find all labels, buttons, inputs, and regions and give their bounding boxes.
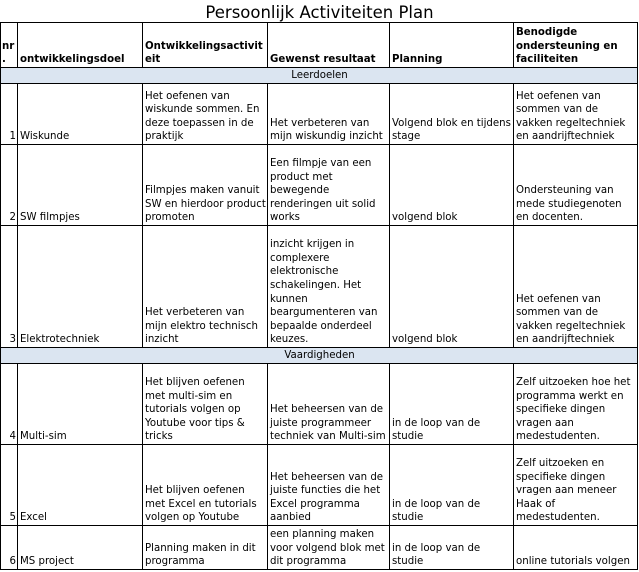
cell-ontwikkelingsdoel[interactable]: Multi-sim (18, 364, 143, 445)
table-row (1, 445, 638, 526)
cell-ondersteuning[interactable]: Zelf uitzoeken en specifieke dingen vragen aan meneer Haak of medestudenten. (514, 445, 638, 526)
section-row-leerdoelen (1, 68, 638, 84)
section-label-vaardigheden[interactable]: Vaardigheden (1, 348, 638, 364)
table-row (1, 84, 638, 145)
table-header-row (1, 23, 638, 68)
cell-ontwikkelingsdoel[interactable]: MS project (18, 526, 143, 570)
header-ontwikkelingsactiviteit[interactable]: Ontwikkelingsactiviteit (143, 23, 268, 68)
header-nr[interactable]: nr. (1, 23, 18, 68)
cell-ontwikkelingsdoel[interactable]: Elektrotechniek (18, 226, 143, 348)
cell-ontwikkelingsactiviteit[interactable]: Het blijven oefenen met Excel en tutorials volgen op Youtube (143, 445, 268, 526)
cell-ontwikkelingsactiviteit[interactable]: Planning maken in dit programma (143, 526, 268, 570)
cell-planning[interactable]: in de loop van de studie (390, 364, 514, 445)
cell-nr[interactable]: 6 (1, 526, 18, 570)
cell-planning[interactable]: Volgend blok en tijdens stage (390, 84, 514, 145)
cell-gewenst-resultaat[interactable]: Het beheersen van de juiste functies die het Excel programma aanbied (268, 445, 390, 526)
cell-ondersteuning[interactable]: Het oefenen van sommen van de vakken regeltechniek en aandrijftechniek (514, 84, 638, 145)
section-row-vaardigheden (1, 348, 638, 364)
cell-gewenst-resultaat[interactable]: Het beheersen van de juiste programmeer techniek van Multi-sim (268, 364, 390, 445)
cell-ontwikkelingsdoel[interactable]: Wiskunde (18, 84, 143, 145)
cell-ondersteuning[interactable]: Ondersteuning van mede studiegenoten en docenten. (514, 145, 638, 226)
header-ontwikkelingsdoel[interactable]: ontwikkelingsdoel (18, 23, 143, 68)
cell-gewenst-resultaat[interactable]: Het verbeteren van mijn wiskundig inzicht (268, 84, 390, 145)
cell-ontwikkelingsdoel[interactable]: Excel (18, 445, 143, 526)
cell-ontwikkelingsactiviteit[interactable]: Het oefenen van wiskunde sommen. En deze toepassen in de praktijk (143, 84, 268, 145)
cell-gewenst-resultaat[interactable]: een planning maken voor volgend blok met dit programma (268, 526, 390, 570)
cell-gewenst-resultaat[interactable]: inzicht krijgen in complexere elektronische schakelingen. Het kunnen beargumenteren van bepaalde onderdeel keuzes. (268, 226, 390, 348)
cell-planning[interactable]: in de loop van de studie (390, 526, 514, 570)
section-label-leerdoelen[interactable]: Leerdoelen (1, 68, 638, 84)
cell-nr[interactable]: 4 (1, 364, 18, 445)
cell-ondersteuning[interactable]: Het oefenen van sommen van de vakken regeltechniek en aandrijftechniek (514, 226, 638, 348)
page-title: Persoonlijk Activiteiten Plan (205, 3, 434, 22)
header-gewenst-resultaat[interactable]: Gewenst resultaat (268, 23, 390, 68)
cell-ontwikkelingsactiviteit[interactable]: Het verbeteren van mijn elektro technisch inzicht (143, 226, 268, 348)
cell-nr[interactable]: 2 (1, 145, 18, 226)
cell-nr[interactable]: 5 (1, 445, 18, 526)
cell-nr[interactable]: 1 (1, 84, 18, 145)
activity-plan-table (0, 22, 638, 570)
cell-ontwikkelingsactiviteit[interactable]: Filmpjes maken vanuit SW en hierdoor product promoten (143, 145, 268, 226)
cell-planning[interactable]: volgend blok (390, 226, 514, 348)
header-planning[interactable]: Planning (390, 23, 514, 68)
cell-gewenst-resultaat[interactable]: Een filmpje van een product met bewegende renderingen uit solid works (268, 145, 390, 226)
header-benodigde-ondersteuning[interactable]: Benodigde ondersteuning en faciliteiten (514, 23, 638, 68)
table-row (1, 364, 638, 445)
table-row (1, 145, 638, 226)
cell-ondersteuning[interactable]: Zelf uitzoeken hoe het programma werkt en specifieke dingen vragen aan medestudenten. (514, 364, 638, 445)
cell-ontwikkelingsdoel[interactable]: SW filmpjes (18, 145, 143, 226)
cell-planning[interactable]: volgend blok (390, 145, 514, 226)
cell-nr[interactable]: 3 (1, 226, 18, 348)
table-row (1, 226, 638, 348)
cell-ondersteuning[interactable]: online tutorials volgen (514, 526, 638, 570)
cell-ontwikkelingsactiviteit[interactable]: Het blijven oefenen met multi-sim en tutorials volgen op Youtube voor tips & tricks (143, 364, 268, 445)
table-row (1, 526, 638, 570)
cell-planning[interactable]: in de loop van de studie (390, 445, 514, 526)
